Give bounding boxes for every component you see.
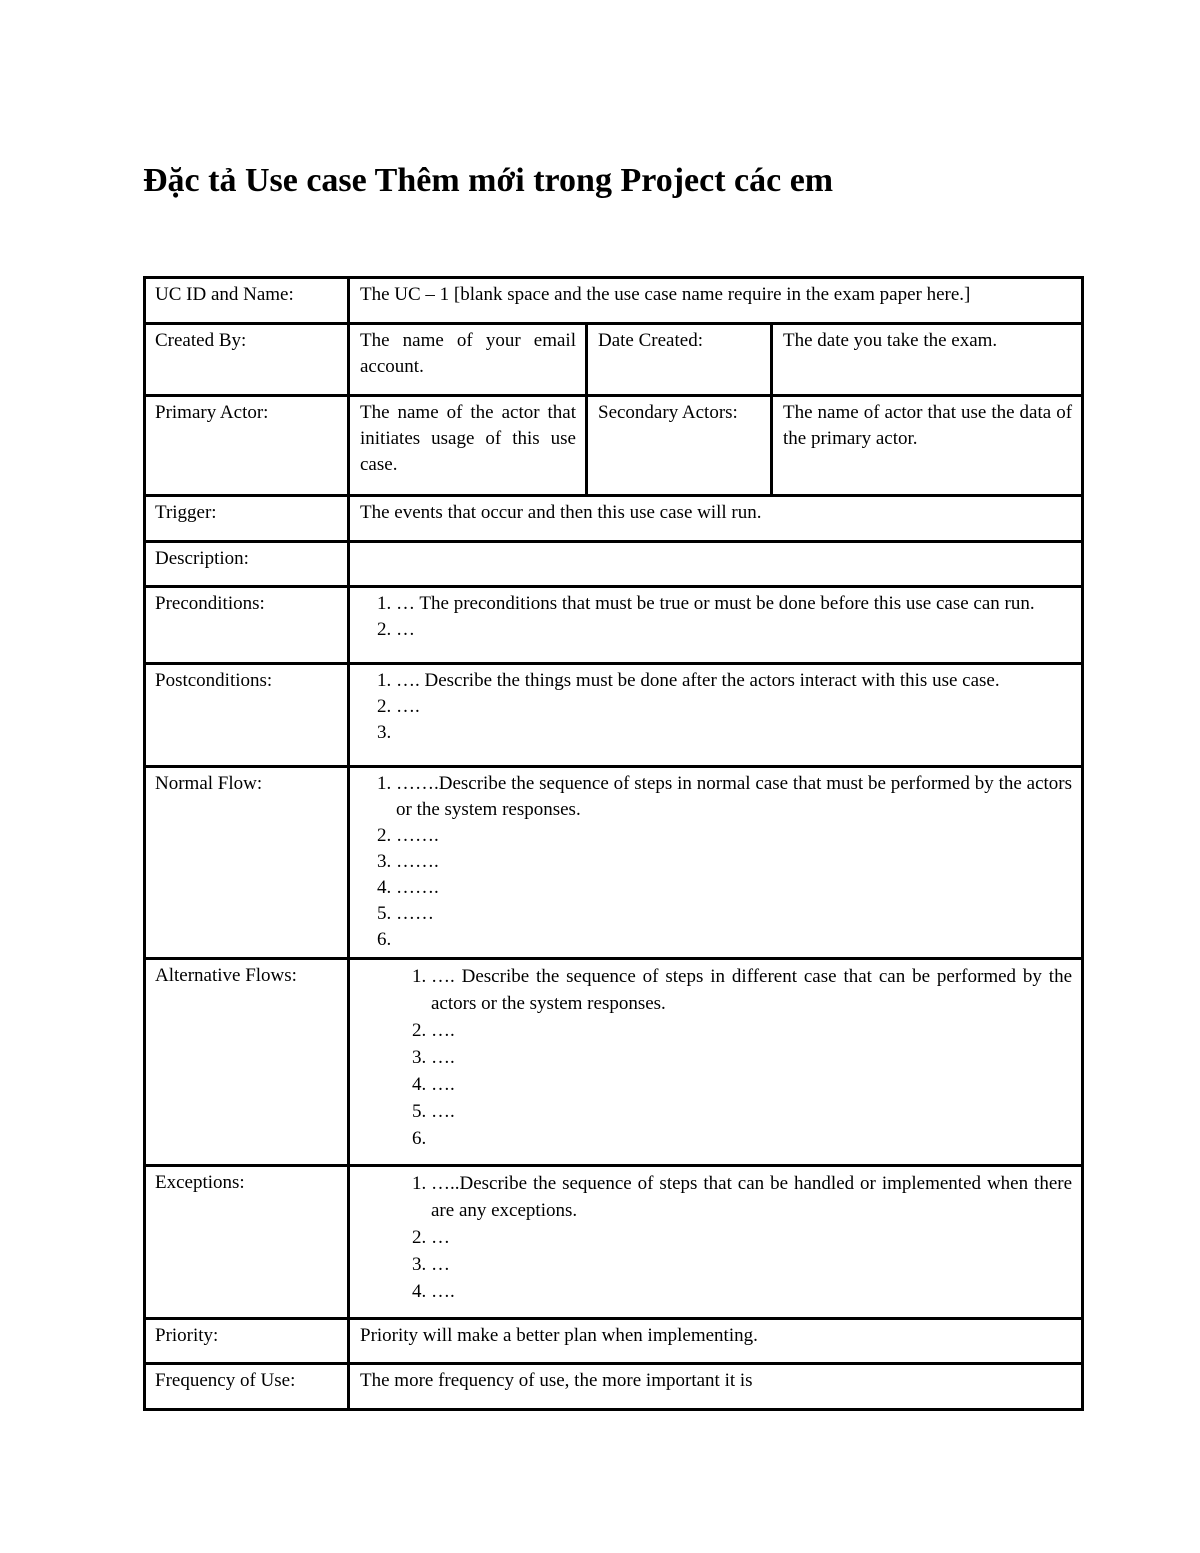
uc-id-value: The UC – 1 [blank space and the use case name require in the exam paper here.] xyxy=(349,278,1083,324)
trigger-value: The events that occur and then this use case will run. xyxy=(349,496,1083,542)
trigger-label: Trigger: xyxy=(145,496,349,542)
priority-label: Priority: xyxy=(145,1319,349,1364)
secondary-actors-label: Secondary Actors: xyxy=(587,396,772,496)
list-item: 1. …….Describe the sequence of steps in normal case that must be performed by the actors or the system responses. xyxy=(396,771,1072,823)
exceptions-value xyxy=(349,1166,1083,1319)
list-item xyxy=(396,720,1072,746)
list-item: 3. ……. xyxy=(396,849,1072,875)
list-item: 3. … xyxy=(431,1251,1072,1278)
row-uc-id xyxy=(145,278,1083,324)
normal-flow-value xyxy=(349,767,1083,959)
frequency-value: The more frequency of use, the more important it is xyxy=(349,1364,1083,1410)
preconditions-value xyxy=(349,587,1083,664)
created-by-label: Created By: xyxy=(145,324,349,396)
list-item: 4. …. xyxy=(431,1278,1072,1305)
primary-actor-value: The name of the actor that initiates usage of this use case. xyxy=(349,396,587,496)
use-case-table xyxy=(143,276,1084,1411)
row-created-by xyxy=(145,324,1083,396)
row-alternative-flows xyxy=(145,959,1083,1166)
description-label: Description: xyxy=(145,542,349,587)
exceptions-label: Exceptions: xyxy=(145,1166,349,1319)
list-item: 2. …. xyxy=(396,694,1072,720)
row-trigger xyxy=(145,496,1083,542)
frequency-label: Frequency of Use: xyxy=(145,1364,349,1410)
row-exceptions xyxy=(145,1166,1083,1319)
list-item: 1. …. Describe the things must be done after the actors interact with this use case. xyxy=(396,668,1072,694)
row-description xyxy=(145,542,1083,587)
list-item: 5. …. xyxy=(431,1098,1072,1125)
exceptions-list xyxy=(360,1170,1072,1305)
secondary-actors-value: The name of actor that use the data of the primary actor. xyxy=(772,396,1083,496)
list-item: 1. …. Describe the sequence of steps in different case that can be performed by the actors or the system responses. xyxy=(431,963,1072,1017)
list-item xyxy=(396,927,1072,953)
date-created-value: The date you take the exam. xyxy=(772,324,1083,396)
list-item: 2. …. xyxy=(431,1017,1072,1044)
list-item: 2. … xyxy=(396,617,1072,643)
list-item: 5. …… xyxy=(396,901,1072,927)
row-preconditions xyxy=(145,587,1083,664)
primary-actor-label: Primary Actor: xyxy=(145,396,349,496)
postconditions-value xyxy=(349,664,1083,767)
uc-id-label: UC ID and Name: xyxy=(145,278,349,324)
row-frequency xyxy=(145,1364,1083,1410)
row-primary-actor xyxy=(145,396,1083,496)
alt-flows-value xyxy=(349,959,1083,1166)
row-postconditions xyxy=(145,664,1083,767)
preconditions-label: Preconditions: xyxy=(145,587,349,664)
description-value xyxy=(349,542,1083,587)
list-item: 2. … xyxy=(431,1224,1072,1251)
row-priority xyxy=(145,1319,1083,1364)
list-item: 4. ……. xyxy=(396,875,1072,901)
date-created-label: Date Created: xyxy=(587,324,772,396)
alt-flows-label: Alternative Flows: xyxy=(145,959,349,1166)
page-title: Đặc tả Use case Thêm mới trong Project các em xyxy=(143,162,834,199)
list-item: 3. …. xyxy=(431,1044,1072,1071)
normal-flow-label: Normal Flow: xyxy=(145,767,349,959)
priority-value: Priority will make a better plan when implementing. xyxy=(349,1319,1083,1364)
row-normal-flow xyxy=(145,767,1083,959)
list-item: 4. …. xyxy=(431,1071,1072,1098)
list-item xyxy=(431,1125,1072,1152)
postconditions-list xyxy=(360,668,1072,746)
list-item: 1. …..Describe the sequence of steps that can be handled or implemented when there are any exceptions. xyxy=(431,1170,1072,1224)
postconditions-label: Postconditions: xyxy=(145,664,349,767)
list-item: 1. … The preconditions that must be true or must be done before this use case can run. xyxy=(396,591,1072,617)
normal-flow-list xyxy=(360,771,1072,953)
created-by-value: The name of your email account. xyxy=(349,324,587,396)
alt-flows-list xyxy=(360,963,1072,1152)
list-item: 2. ……. xyxy=(396,823,1072,849)
preconditions-list xyxy=(360,591,1072,643)
